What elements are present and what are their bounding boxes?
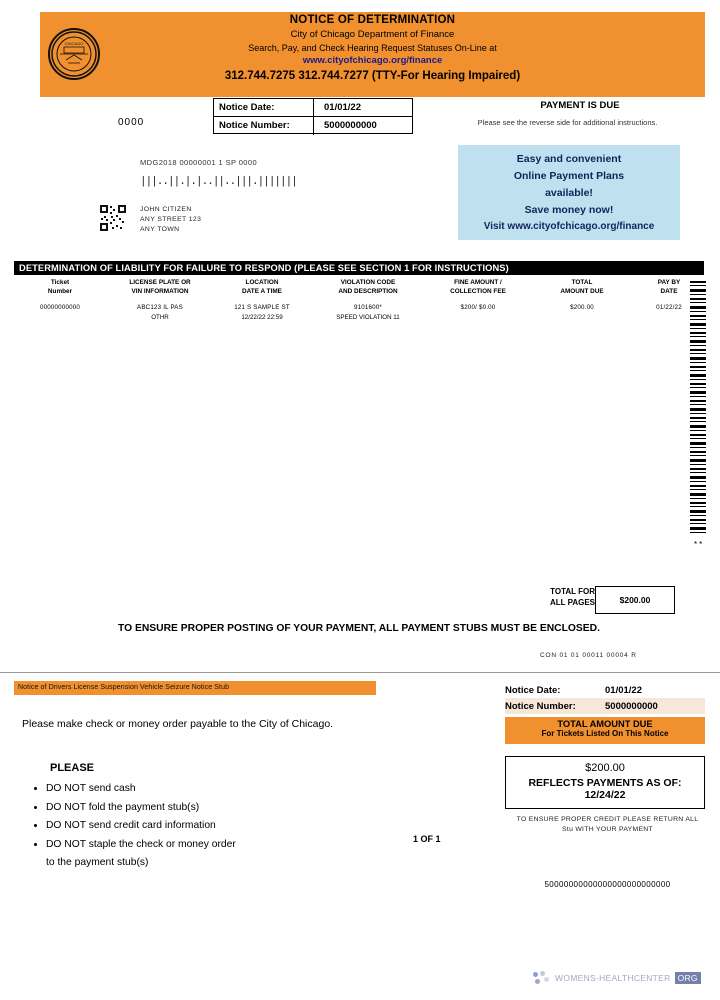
phone-numbers bbox=[40, 70, 705, 82]
cell-total-2 bbox=[530, 313, 634, 323]
total-amount-due-title: TOTAL AMOUNT DUE bbox=[557, 719, 653, 729]
list-item-continuation: to the payment stub(s) bbox=[46, 857, 149, 868]
watermark-dots-icon bbox=[533, 971, 551, 985]
notice-number-label: Notice Number: bbox=[214, 117, 314, 135]
table-row bbox=[14, 313, 704, 323]
mailing-address bbox=[140, 205, 201, 235]
stub-instructions-list bbox=[30, 780, 236, 873]
cell-fine-amount-2 bbox=[426, 313, 530, 323]
stub-notice-number-value: 5000000000 bbox=[605, 700, 658, 712]
cell-fine-amount: $200/ $0.00 bbox=[460, 304, 496, 311]
finance-url[interactable]: www.cityofchicago.org/finance bbox=[302, 55, 443, 66]
cell-vehicle-type: OTHR bbox=[151, 313, 169, 321]
addressee-street: ANY STREET 123 bbox=[140, 216, 202, 223]
total-all-pages-value: $200.00 bbox=[595, 586, 675, 614]
header-text-block bbox=[40, 14, 705, 82]
payable-instruction: Please make check or money order payable to the City of Chicago. bbox=[22, 718, 334, 730]
page-title: NOTICE OF DETERMINATION bbox=[289, 14, 456, 26]
addressee-name: JOHN CITIZEN bbox=[140, 206, 192, 213]
col-header-ticket-number: Ticket Number bbox=[47, 279, 73, 295]
stub-return-note bbox=[505, 815, 710, 835]
cell-violation-code: 9101600* bbox=[353, 304, 383, 311]
online-payment-plan-promo bbox=[458, 145, 680, 240]
stub-notice-date-value: 01/01/22 bbox=[605, 684, 642, 696]
col-header-pay-by-date: PAY BY DATE bbox=[657, 279, 681, 295]
cell-violation-description: SPEED VIOLATION 11 bbox=[336, 313, 400, 321]
promo-line-3: available! bbox=[545, 187, 593, 199]
cell-ticket-number-2 bbox=[14, 313, 106, 323]
promo-line-2: Online Payment Plans bbox=[513, 170, 625, 182]
table-header-row bbox=[14, 279, 704, 296]
col-header-total-amount-due: TOTAL AMOUNT DUE bbox=[560, 279, 604, 295]
violations-table bbox=[14, 279, 704, 322]
notice-number-value: 5000000000 bbox=[324, 120, 377, 131]
total-all-pages-label-line1: TOTAL FOR bbox=[550, 587, 595, 596]
cell-total-amount-due: $200.00 bbox=[570, 304, 594, 311]
reflects-payments-date: 12/24/22 bbox=[584, 789, 626, 801]
col-header-location: LOCATION DATE A TIME bbox=[242, 279, 282, 295]
list-item: • DO NOT fold the payment stub(s) bbox=[46, 799, 236, 818]
total-amount-due-banner bbox=[505, 717, 705, 744]
col-header-violation-code: VIOLATION CODE AND DESCRIPTION bbox=[338, 279, 398, 295]
watermark bbox=[533, 968, 708, 988]
total-amount-due-subtitle: For Tickets Listed On This Notice bbox=[541, 729, 669, 738]
stub-ocr-number: 50000000000000000000000000 bbox=[544, 880, 671, 889]
list-item: • DO NOT staple the check or money order bbox=[46, 836, 236, 855]
table-row bbox=[14, 303, 704, 313]
notice-info-box bbox=[213, 98, 413, 134]
payment-due-title: PAYMENT IS DUE bbox=[540, 100, 620, 111]
notice-date-value: 01/01/22 bbox=[314, 99, 412, 117]
total-all-pages-label-line2: ALL PAGES bbox=[549, 598, 595, 607]
mail-sequence-code: MDG2018 00000001 1 SP 0000 bbox=[140, 158, 258, 167]
please-label: PLEASE bbox=[50, 762, 95, 774]
list-item: • DO NOT send cash bbox=[46, 780, 236, 799]
total-all-pages-label bbox=[520, 586, 595, 608]
cell-pay-by-date: 01/22/22 bbox=[656, 304, 682, 311]
notice-date-label: Notice Date: bbox=[214, 99, 314, 117]
cell-date-time: 12/22/22 22:59 bbox=[241, 313, 283, 321]
intelligent-mail-barcode-icon: |||..||.|.|..||..|||.||||||| bbox=[140, 176, 297, 188]
department-line: City of Chicago Department of Finance bbox=[290, 29, 455, 40]
svg-text:CHICAGO: CHICAGO bbox=[64, 41, 84, 46]
control-code: CON 01 01 00011 00004 R bbox=[540, 652, 637, 659]
cell-license-plate: ABC123 IL PAS bbox=[137, 304, 183, 311]
amount-due-box bbox=[505, 756, 705, 809]
stub-return-note-line1: TO ENSURE PROPER CREDIT PLEASE RETURN ALL bbox=[516, 816, 699, 823]
cell-location: 121 S SAMPLE ST bbox=[234, 304, 290, 311]
col-header-fine-amount: FINE AMOUNT / COLLECTION FEE bbox=[450, 279, 506, 295]
page-of-indicator: 1 OF 1 bbox=[413, 834, 441, 844]
barcode-stars: ** bbox=[694, 540, 705, 549]
determination-of-liability-bar: DETERMINATION OF LIABILITY FOR FAILURE TO RESPOND (PLEASE SEE SECTION 1 FOR INSTRUCTIONS) bbox=[14, 261, 704, 275]
addressee-city: ANY TOWN bbox=[140, 226, 180, 233]
tty-note: (TTY-For Hearing Impaired) bbox=[371, 70, 521, 82]
promo-line-4: Save money now! bbox=[524, 204, 614, 216]
qr-code-icon bbox=[100, 205, 126, 231]
col-header-license-plate: LICENSE PLATE OR VIN INFORMATION bbox=[129, 279, 191, 295]
stub-notice-info bbox=[505, 682, 705, 714]
payment-due-note: Please see the reverse side for additional instructions. bbox=[477, 118, 658, 127]
watermark-tld: ORG bbox=[675, 972, 701, 984]
promo-line-1: Easy and convenient bbox=[516, 153, 622, 165]
vertical-barcode-icon bbox=[690, 281, 706, 536]
zero-code: 0000 bbox=[118, 117, 145, 128]
stub-return-note-line2: Stu WITH YOUR PAYMENT bbox=[562, 826, 653, 833]
amount-due-value: $200.00 bbox=[585, 762, 625, 774]
ensure-posting-notice: TO ENSURE PROPER POSTING OF YOUR PAYMENT, ALL PAYMENT STUBS MUST BE ENCLOSED. bbox=[118, 623, 600, 634]
reflects-payments-label: REFLECTS PAYMENTS AS OF: bbox=[528, 777, 682, 789]
online-search-line: Search, Pay, and Check Hearing Request Statuses On-Line at bbox=[248, 43, 497, 53]
phone-value: 312.744.7275 312.744.7277 bbox=[224, 70, 369, 82]
list-item: • DO NOT send credit card information bbox=[46, 817, 236, 836]
promo-url[interactable]: Visit www.cityofchicago.org/finance bbox=[483, 221, 655, 232]
stub-notice-date-label: Notice Date: bbox=[505, 684, 561, 696]
stub-notice-number-label: Notice Number: bbox=[505, 700, 576, 712]
perforation-divider bbox=[0, 672, 720, 673]
stub-tab-label: Notice of Drivers License Suspension Vehicle Seizure Notice Stub bbox=[14, 681, 376, 695]
watermark-site-name: WOMENS-HEALTHCENTER bbox=[555, 973, 671, 983]
cell-ticket-number: 00000000000 bbox=[39, 304, 81, 311]
